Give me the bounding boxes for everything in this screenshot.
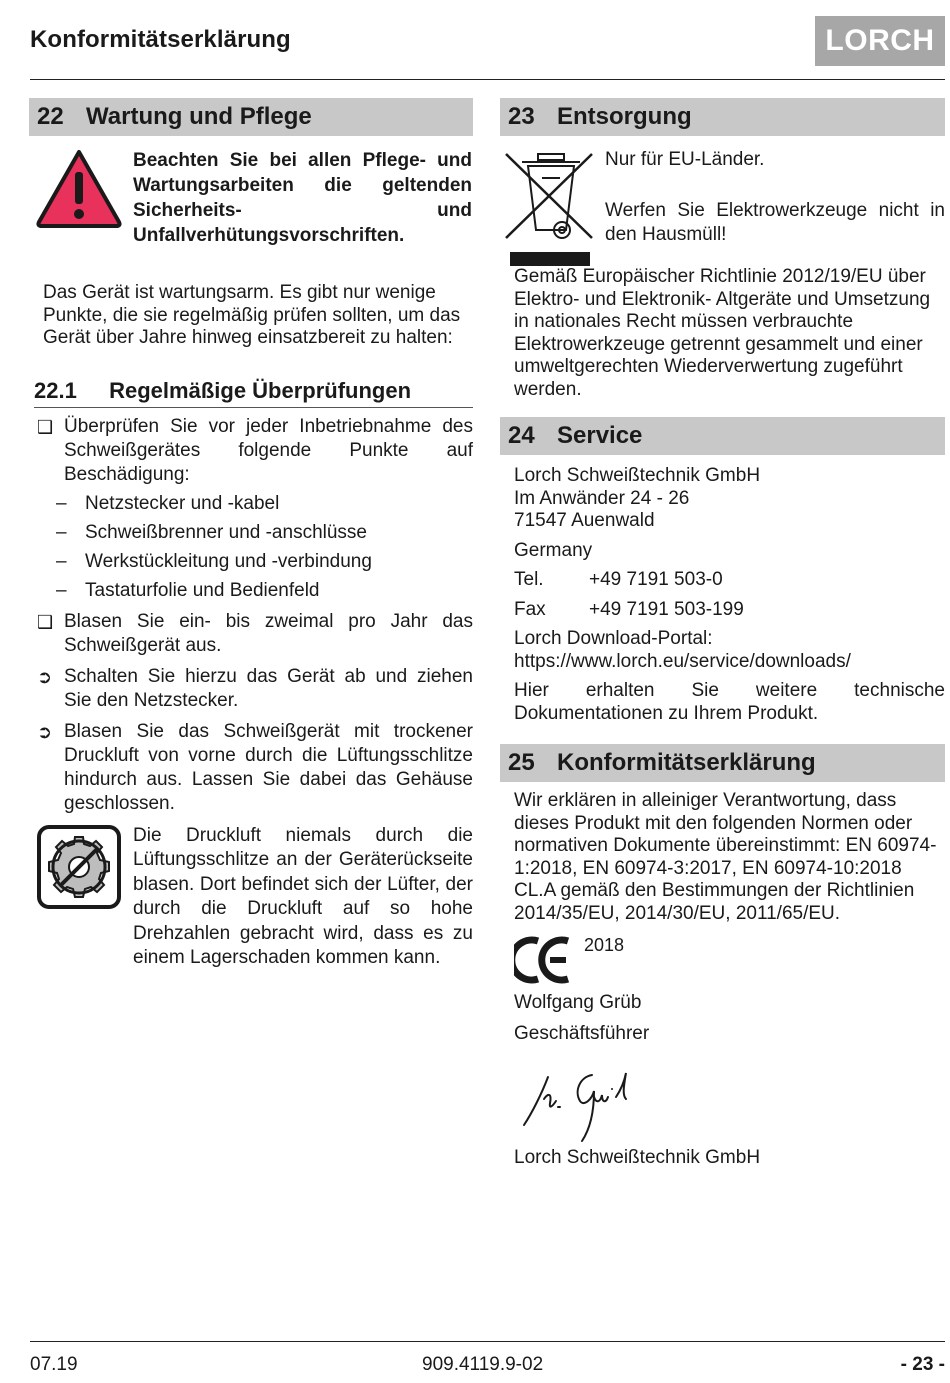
tel-value: +49 7191 503-0	[589, 569, 723, 590]
service-company: Lorch Schweißtechnik GmbH	[514, 465, 761, 486]
dash-item	[29, 492, 473, 516]
page-header	[30, 14, 945, 80]
tel-row	[514, 569, 945, 592]
eu-only-text: Nur für EU-Länder.	[605, 149, 765, 170]
section-25-heading	[500, 744, 945, 782]
warning-text: Beachten Sie bei allen Pflege- und Wartungsarbeiten die geltenden Sicherheits- und Unfallverhütungsvorschriften.	[133, 150, 472, 246]
ce-row	[514, 935, 945, 985]
dash-item	[29, 579, 473, 603]
step-item-text: Schalten Sie hierzu das Gerät ab und ziehen Sie den Netzstecker.	[64, 665, 473, 711]
dash-item-text: Schweißbrenner und -anschlüsse	[85, 521, 367, 543]
checkbox-icon: ❑	[37, 416, 54, 437]
household-text: Werfen Sie Elektrowerkzeuge nicht in den Hausmüll!	[605, 200, 945, 245]
footer-date: 07.19	[30, 1354, 78, 1375]
section-22-heading	[29, 98, 473, 136]
portal-label: Lorch Download-Portal:	[514, 628, 713, 649]
right-column	[500, 98, 945, 1173]
arrow-step-icon: ➲	[37, 721, 53, 742]
arrow-step-icon: ➲	[37, 666, 53, 687]
crossed-bin-icon	[502, 148, 598, 268]
note-notice	[29, 824, 473, 971]
section-number: 23	[508, 103, 535, 130]
service-contact	[514, 465, 945, 725]
checkbox-icon: ❑	[37, 611, 54, 632]
subsection-title: Regelmäßige Überprüfungen	[109, 377, 412, 403]
signer-role: Geschäftsführer	[514, 1022, 650, 1044]
dash-item	[29, 550, 473, 574]
warning-triangle-icon	[35, 148, 123, 228]
warning-notice	[29, 148, 473, 248]
dash-icon: –	[56, 550, 67, 572]
subsection-22-1-heading	[34, 378, 473, 408]
check-item	[29, 610, 473, 658]
conformity-text: Wir erklären in alleiniger Verantwortung, dass dieses Produkt mit den folgenden Normen oder normativen Dokumente übereinstimmt: EN 60974-1:2018, EN 60974-3:2017, EN 60974-10:2018 CL.A gemäß den Bestimmungen der Richtlinien 2014/35/EU, 2014/30/EU, 2011/65/EU.	[514, 790, 937, 924]
section-title: Wartung und Pflege	[86, 103, 312, 130]
signature-image	[520, 1063, 650, 1153]
gear-crossed-icon	[36, 824, 122, 910]
service-city: 71547 Auenwald	[514, 510, 655, 531]
section-23-heading	[500, 98, 945, 136]
check-item-text: Überprüfen Sie vor jeder Inbetriebnahme des Schweißgerätes folgende Punkte auf Beschädigung:	[64, 415, 473, 485]
section-number: 22	[37, 103, 64, 130]
disposal-notice	[500, 148, 945, 268]
note-text: Die Druckluft niemals durch die Lüftungsschlitze an der Geräterückseite blasen. Dort befindet sich der Lüfter, der durch die Druckluft auf so hohe Drehzahlen gebracht wird, dass es zu einem Lagerschaden kommen kann.	[133, 824, 473, 968]
section-number: 25	[508, 749, 535, 776]
section-title: Entsorgung	[557, 103, 692, 130]
dash-item	[29, 521, 473, 545]
check-item	[29, 415, 473, 487]
dash-item-text: Netzstecker und -kabel	[85, 492, 280, 514]
step-item	[29, 665, 473, 713]
header-title: Konformitätserklärung	[30, 26, 291, 53]
signer-name: Wolfgang Grüb	[514, 992, 642, 1013]
fax-label: Fax	[514, 598, 546, 620]
intro-text: Das Gerät ist wartungsarm. Es gibt nur wenige Punkte, die sie regelmäßig prüfen sollten, um das Gerät über Jahre hinweg einsatzbereit zu halten:	[43, 282, 461, 348]
step-item-text: Blasen Sie das Schweißgerät mit trockener Druckluft von vorne durch die Lüftungsschlitze hindurch aus. Lassen Sie dabei das Gehäuse geschlossen.	[64, 720, 473, 814]
dash-icon: –	[56, 521, 67, 543]
dash-item-text: Tastaturfolie und Bedienfeld	[85, 579, 320, 601]
dash-icon: –	[56, 579, 67, 601]
footer-doc-number: 909.4119.9-02	[422, 1354, 544, 1375]
portal-link[interactable]: https://www.lorch.eu/service/downloads/	[514, 650, 851, 672]
section-number: 24	[508, 422, 535, 449]
service-street: Im Anwänder 24 - 26	[514, 487, 690, 509]
subsection-number: 22.1	[34, 377, 77, 403]
page-footer	[30, 1341, 945, 1383]
service-country: Germany	[514, 539, 593, 561]
page-number: - 23 -	[900, 1354, 945, 1375]
disposal-text	[605, 148, 945, 247]
docs-text: Hier erhalten Sie weitere technische Dokumentationen zu Ihrem Produkt.	[514, 680, 945, 724]
section-24-heading	[500, 417, 945, 455]
dash-icon: –	[56, 492, 67, 514]
section-title: Konformitätserklärung	[557, 749, 816, 776]
check-item-text: Blasen Sie ein- bis zweimal pro Jahr das Schweißgerät aus.	[64, 610, 473, 656]
fax-value: +49 7191 503-199	[589, 598, 744, 620]
signature-area	[514, 1045, 945, 1173]
ce-mark-icon	[514, 935, 572, 985]
section-title: Service	[557, 422, 643, 449]
left-column	[29, 98, 473, 971]
step-item	[29, 720, 473, 816]
directive-text: Gemäß Europäischer Richtlinie 2012/19/EU über Elektro- und Elektronik- Altgeräte und Umsetzung in nationales Recht müssen verbrauchte Elektrowerkzeuge getrennt gesammelt und einer umweltgerechten Wiederverwertung zugeführt werden.	[514, 266, 931, 400]
signature-company: Lorch Schweißtechnik GmbH	[514, 1147, 761, 1168]
fax-row	[514, 599, 945, 622]
dash-item-text: Werkstückleitung und -verbindung	[85, 550, 372, 572]
tel-label: Tel.	[514, 569, 544, 590]
lorch-logo: LORCH	[815, 16, 945, 66]
ce-year: 2018	[584, 935, 625, 955]
